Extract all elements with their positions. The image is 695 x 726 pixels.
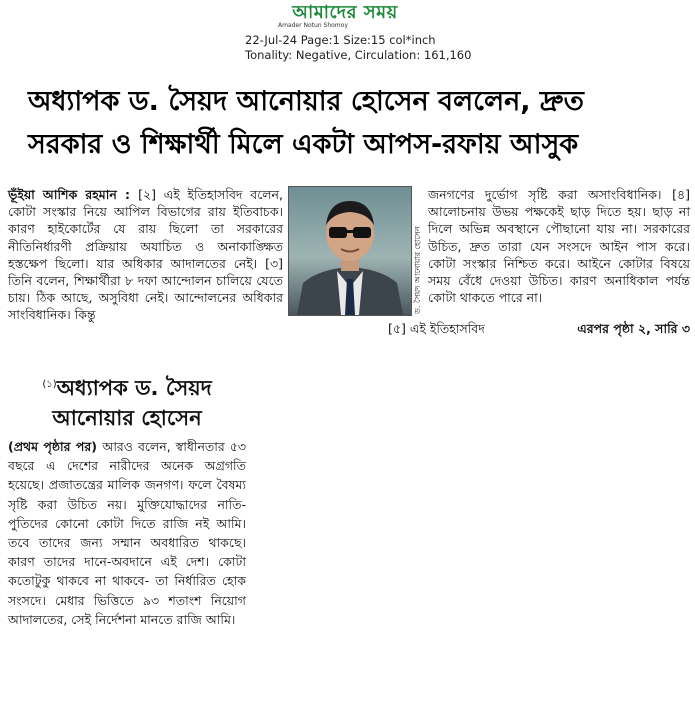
article-footer [8,320,690,340]
portrait-photo [288,186,412,316]
newspaper-logo [292,2,398,24]
meta-line-tonality: Tonality: Negative, Circulation: 161,160 [245,48,472,62]
byline: ভূঁইয়া আশিক রহমান : [8,187,139,202]
article-column-1 [8,186,283,324]
jump-headline [8,370,246,433]
jump-lead: (প্রথম পৃষ্ঠার পর) [8,439,103,454]
continued-notice: এরপর পৃষ্ঠা ২, সারি ৩ [577,321,690,336]
article-column-3: জনগণের দুর্ভোগ সৃষ্টি করা অসাংবিধানিক। [৪] আলোচনায় উভয় পক্ষকেই ছাড় দিতে হয়। ছাড় না দিলে অভিন্ন অবস্থানে পৌছানো যায় না। সরকারের উচিত, দ্রুত তারা যেন সংসদে আইন পাস করে। কোটা সংস্কার নিশ্চিত করে। আইনে কোটার বিষয়ে সময় বেঁধে দেওয়া উচিত। কারণ অনাধিকাল পর্যন্ত কোটা থাকতে পারে না। [428,187,690,306]
meta-line-date: 22-Jul-24 Page:1 Size:15 col*inch [245,33,436,47]
article-column-1-text: [২] এই ইতিহাসবিদ বলেন, কোটা সংস্কার নিয়ে আপিল বিভাগের রায় ইতিবাচক। কারণ হাইকোর্টের যে রায় ছিলো তা সরকারের নীতিনির্ধারণী প্রক্রিয়ায় অযাচিত ও অনাকাঙ্ক্ষিত হস্তক্ষেপ ছিলো। যার অধিকার আদালতের নেই। [৩] তিনি বলেন, শিক্ষার্থীরা ৮ দফা আন্দোলন চালিয়ে যেতে চায়। ঠিক আছে, অসুবিধা নেই। আন্দোলনের অধিকার সাংবিধানিক। কিন্তু [8,187,283,323]
jump-body-text: আরও বলেন, স্বাধীনতার ৫৩ বছরে এ দেশের নারীদের অনেক অগ্রগতি হয়েছে। প্রজাতন্ত্রের মালিক জনগণ। ফলে বৈষম্য সৃষ্টি করা উচিত নয়। মুক্তিযোদ্ধাদের নাতি-পুতিদের কোনো কোটা দিতে রাজি নই আমি। তবে তাদের জন্য সম্মান অবধারিত থাকছে। কারণ তাদের দানে-অবদানে এই দেশ। কোটা কতোটুকু থাকবে না থাকবে- তা নির্ধারিত হোক সংসদে। মেধার ভিত্তিতে ৯৩ শতাংশ নিয়োগ আদালতের, সেই নির্দেশনা মানতে রাজি আমি। [8,439,247,627]
photo-credit: ড. সৈয়দ আনোয়ার হোসেন [413,226,422,314]
logo-subtitle: Amader Notun Shomoy [278,22,348,29]
logo-text: আমাদের সময় [292,2,398,23]
clip-metadata [245,33,485,63]
jump-article-body [8,437,246,629]
jump-title-line-1 [8,370,246,403]
jump-title-text-1: অধ্যাপক ড. সৈয়দ [56,376,212,400]
jump-marker: (১) [42,379,57,390]
portrait-illustration [289,187,411,315]
headline-line-1: অধ্যাপক ড. সৈয়দ আনোয়ার হোসেন বললেন, দ্রুত [28,86,584,117]
masthead [270,2,420,36]
headline-line-2: সরকার ও শিক্ষার্থী মিলে একটা আপস-রফায় আসুক [28,129,579,160]
headline [28,80,678,166]
article-tail: [৫] এই ইতিহাসবিদ [388,321,485,336]
jump-title-line-2: আনোয়ার হোসেন [52,406,202,430]
